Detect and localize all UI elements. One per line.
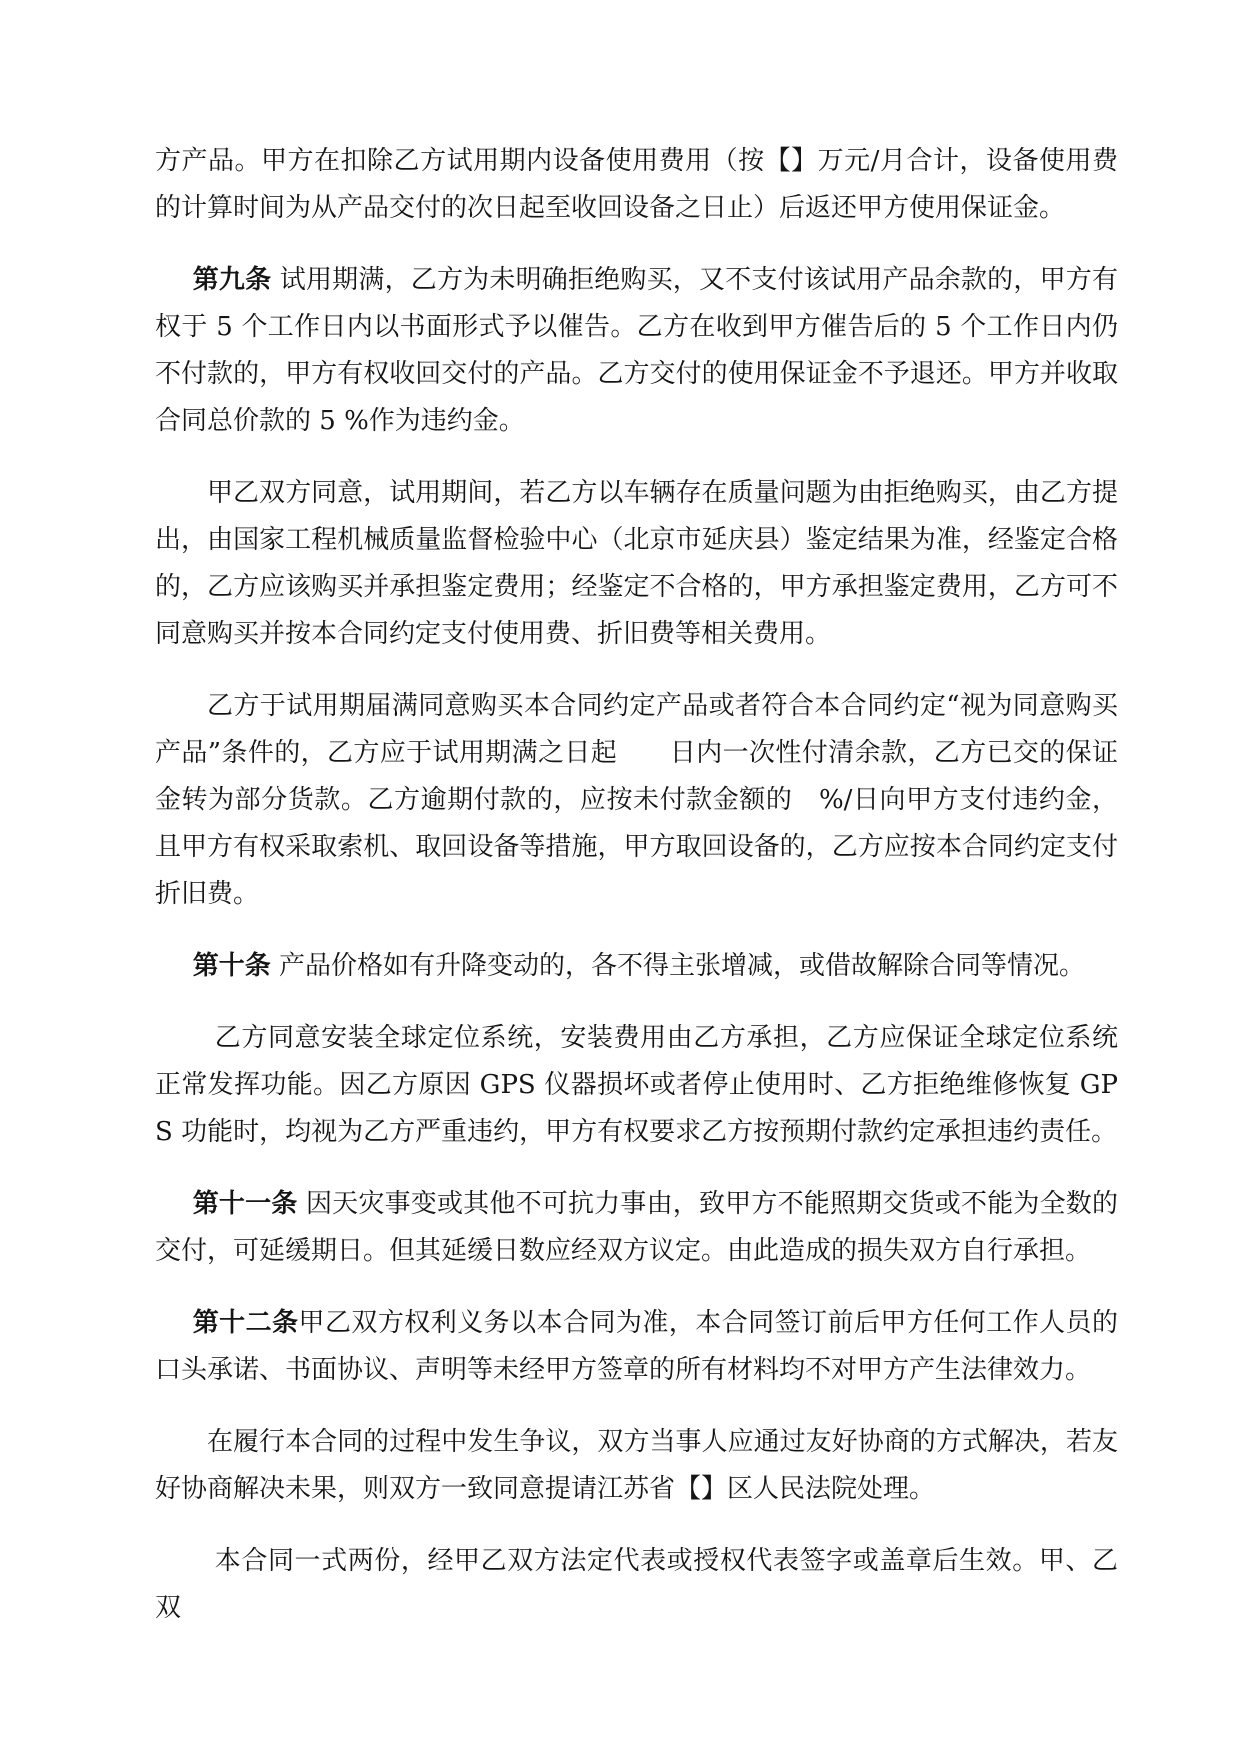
paragraph-text: 乙方同意安装全球定位系统，安装费用由乙方承担，乙方应保证全球定位系统正常发挥功能。因乙方原因 GPS 仪器损坏或者停止使用时、乙方拒绝维修恢复 GPS 功能时，均视为乙方严重违约，甲方有权要求乙方按预期付款约定承担违约责任。 xyxy=(155,1023,1118,1147)
paragraph-dispute-resolution xyxy=(155,1419,1118,1513)
paragraph-text: 在履行本合同的过程中发生争议，双方当事人应通过友好协商的方式解决，若友好协商解决未果，则双方一致同意提请江苏省【】区人民法院处理。 xyxy=(155,1427,1118,1504)
paragraph-gps-installation xyxy=(155,1015,1118,1156)
paragraph-contract-copies xyxy=(155,1538,1118,1632)
paragraph-text: 甲乙双方权利义务以本合同为准，本合同签订前后甲方任何工作人员的口头承诺、书面协议、声明等未经甲方签章的所有材料均不对甲方产生法律效力。 xyxy=(155,1308,1118,1385)
article-10-label: 第十条 xyxy=(192,951,271,981)
paragraph-text: 甲乙双方同意，试用期间，若乙方以车辆存在质量问题为由拒绝购买，由乙方提出，由国家工程机械质量监督检验中心（北京市延庆县）鉴定结果为准，经鉴定合格的，乙方应该购买并承担鉴定费用；经鉴定不合格的，甲方承担鉴定费用，乙方可不同意购买并按本合同约定支付使用费、折旧费等相关费用。 xyxy=(155,478,1118,649)
paragraph-quality-dispute xyxy=(155,470,1118,658)
contract-body xyxy=(155,138,1118,1632)
article-11-clause xyxy=(155,1181,1118,1275)
article-12-clause xyxy=(155,1300,1118,1394)
article-11-label: 第十一条 xyxy=(192,1189,298,1219)
paragraph-text: 本合同一式两份，经甲乙双方法定代表或授权代表签字或盖章后生效。甲、乙双 xyxy=(155,1546,1118,1623)
paragraph-deposit-refund-continuation xyxy=(155,138,1118,232)
article-12-label: 第十二条 xyxy=(192,1308,299,1338)
paragraph-purchase-payment xyxy=(155,683,1118,918)
article-9-clause xyxy=(155,257,1118,445)
paragraph-text: 方产品。甲方在扣除乙方试用期内设备使用费用（按【】万元/月合计，设备使用费的计算时间为从产品交付的次日起至收回设备之日止）后返还甲方使用保证金。 xyxy=(155,146,1118,223)
paragraph-text: 因天灾事变或其他不可抗力事由，致甲方不能照期交货或不能为全数的交付，可延缓期日。但其延缓日数应经双方议定。由此造成的损失双方自行承担。 xyxy=(155,1189,1118,1266)
paragraph-text: 产品价格如有升降变动的，各不得主张增减，或借故解除合同等情况。 xyxy=(270,951,1085,981)
article-9-label: 第九条 xyxy=(192,265,272,295)
paragraph-text: 乙方于试用期届满同意购买本合同约定产品或者符合本合同约定“视为同意购买产品”条件的，乙方应于试用期满之日起 日内一次性付清余款，乙方已交的保证金转为部分货款。乙方逾期付款的，应按未付款金额的 %/日向甲方支付违约金，且甲方有权采取索机、取回设备等措施，甲方取回设备的，乙方应按本合同约定支付折旧费。 xyxy=(155,691,1118,909)
paragraph-text: 试用期满，乙方为未明确拒绝购买，又不支付该试用产品余款的，甲方有权于 5 个工作日内以书面形式予以催告。乙方在收到甲方催告后的 5 个工作日内仍不付款的，甲方有权收回交付的产品。乙方交付的使用保证金不予退还。甲方并收取合同总价款的 5 %作为违约金。 xyxy=(155,265,1118,436)
article-10-clause xyxy=(155,943,1118,990)
